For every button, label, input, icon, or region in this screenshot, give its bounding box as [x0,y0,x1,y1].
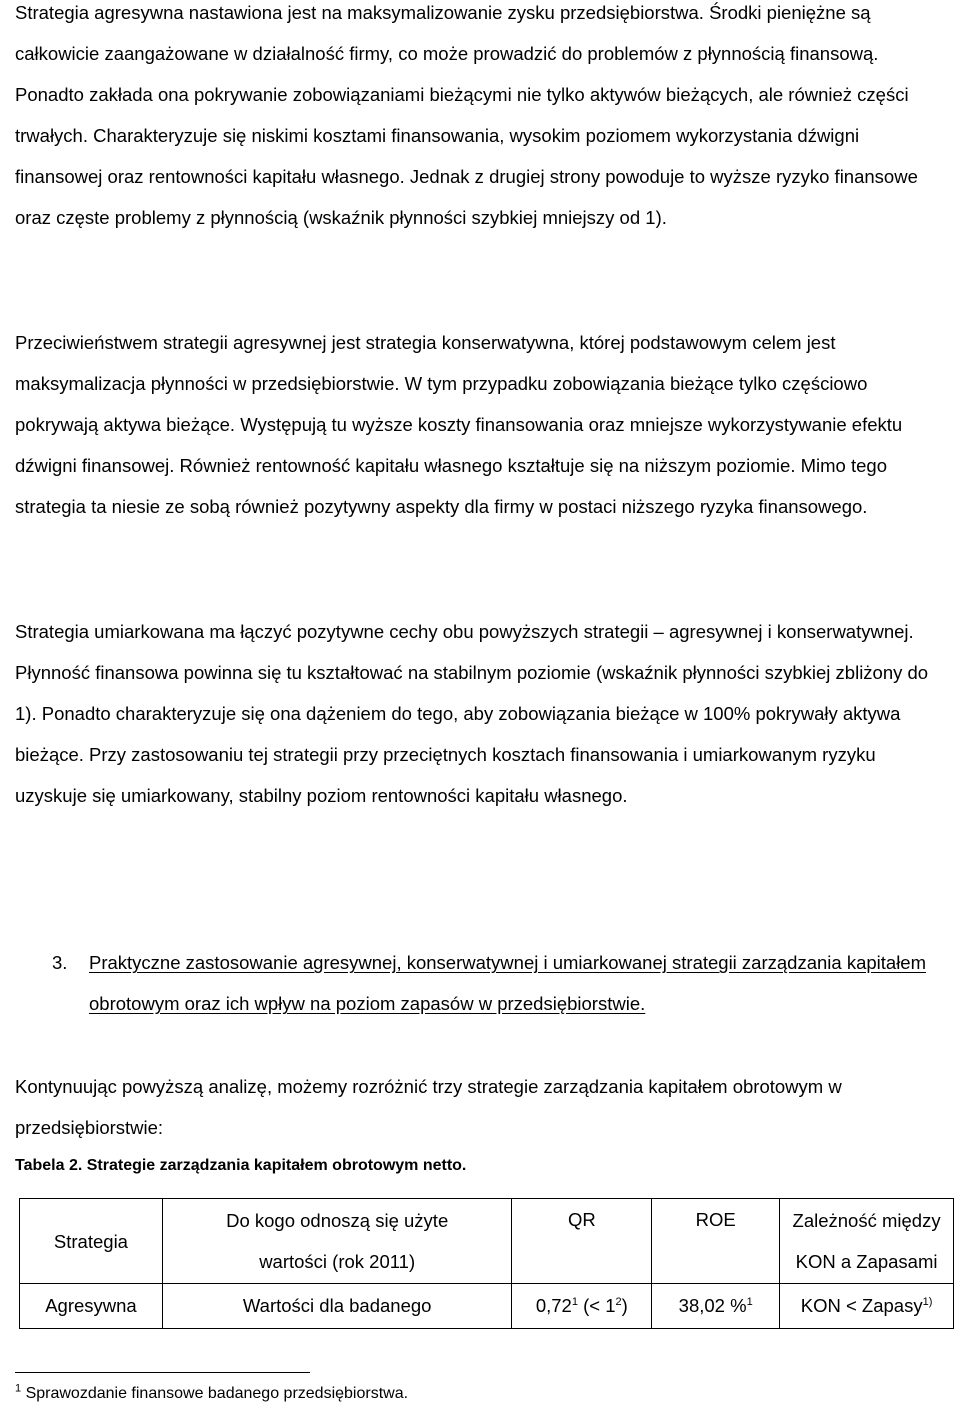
header-label: Strategia [53,1230,128,1252]
cell-zaleznosc [780,1284,954,1329]
header-label: QR [567,1209,596,1230]
zaleznosc-value: KON < Zapasy [800,1295,923,1316]
sentence: Występują tu wyższe koszty finansowania oraz mniejsze wykorzystywanie efektu dźwigni finansowej. [15,414,903,476]
sentence: W tym przypadku zobowiązania bieżące tylko częściowo pokrywają aktywa bieżące. [15,373,868,435]
qr-value: 0,72 [535,1295,572,1316]
sentence: Płynność finansowa powinna się tu kształtować na stabilnym poziomie (wskaźnik płynności szybkiej zbliżony do 1). [15,662,929,724]
sentence: Charakteryzuje się niskimi kosztami finansowania, wysokim poziomem wykorzystania dźwigni finansowej oraz rentowności kapitału własnego. [15,125,860,187]
header-roe [652,1199,780,1284]
footnote-ref: 2 [615,1295,622,1308]
header-label-line1: Do kogo odnoszą się użyte [226,1210,449,1231]
sentence: Mimo tego strategia ta niesie ze sobą również pozytywny aspekty dla firmy w postaci niższego ryzyka finansowego. [15,455,887,517]
cell-roe [652,1284,780,1329]
header-wartosci [162,1199,512,1284]
paragraph-intro-table: Kontynuując powyższą analizę, możemy rozróżnić trzy strategie zarządzania kapitałem obrotowym w przedsiębiorstwie: [15,1076,842,1138]
footnote-separator [15,1372,310,1373]
footnote-ref: 1 [571,1295,578,1308]
roe-value: 38,02 % [678,1295,747,1316]
table-caption: Tabela 2. Strategie zarządzania kapitałem obrotowym netto. [15,1157,467,1174]
sentence: Przeciwieństwem strategii agresywnej jest strategia konserwatywna, której podstawowym celem jest maksymalizacja płynności w przedsiębiorstwie. [15,332,836,394]
sentence: Strategia umiarkowana ma łączyć pozytywne cechy obu powyższych strategii – agresywnej i konserwatywnej. [15,621,914,642]
footnote-marker: 1 [15,1382,22,1395]
sentence: Przy zastosowaniu tej strategii przy przeciętnych kosztach finansowania i umiarkowanym ryzyku uzyskuje się umiarkowany, stabilny poziom rentowności kapitału własnego. [15,744,876,806]
footnote-ref: 1 [746,1295,753,1308]
qr-comparison: (< 1 [577,1295,616,1316]
sentence: Również rentowność kapitału własnego kształtuje się na niższym poziomie. [179,455,796,476]
cell-wartosci: Wartości dla badanego [162,1284,512,1329]
paragraph-conservative-strategy [15,322,945,527]
header-zaleznosc [780,1199,954,1284]
sentence: Ponadto zakłada ona pokrywanie zobowiązaniami bieżącymi nie tylko aktywów bieżących, ale również części trwałych. [15,84,909,146]
paragraph-moderate-strategy [15,611,945,816]
sentence: Jednak z drugiej strony powoduje to wyższe ryzyko finansowe oraz częste problemy z płynnością (wskaźnik płynności szybkiej mniejszy od 1). [15,166,918,228]
paragraph-aggressive-strategy [15,0,945,238]
strategies-table [19,1198,954,1329]
header-qr [512,1199,652,1284]
cell-qr [512,1284,652,1329]
footnote-text: Sprawozdanie finansowe badanego przedsiębiorstwa. [21,1385,409,1402]
header-strategia [20,1199,163,1284]
footnote-ref: 1) [922,1295,933,1308]
header-label-line2: KON a Zapasami [795,1251,938,1272]
header-label: ROE [695,1209,736,1230]
header-label-line1: Zależność między [792,1210,941,1231]
header-label-line2: wartości (rok 2011) [259,1251,416,1272]
cell-strategia: Agresywna [20,1284,163,1329]
sentence: Strategia agresywna nastawiona jest na maksymalizowanie zysku przedsiębiorstwa. Środki pieniężne są całkowicie zaangażowane w działalność firmy, co może prowadzić do problemów z płynnością finansową. [15,2,879,64]
section-number: 3. [52,952,68,973]
qr-close: ) [621,1295,628,1316]
table-row [20,1284,954,1329]
section-title: Praktyczne zastosowanie agresywnej, konserwatywnej i umiarkowanej strategii zarządzania kapitałem obrotowym oraz ich wpływ na poziom zapasów w przedsiębiorstwie. [89,952,926,1014]
sentence: Ponadto charakteryzuje się ona dążeniem do tego, aby zobowiązania bieżące w 100% pokrywały aktywa bieżące. [15,703,901,765]
footnote [15,1383,408,1405]
table-header-row [20,1199,954,1284]
